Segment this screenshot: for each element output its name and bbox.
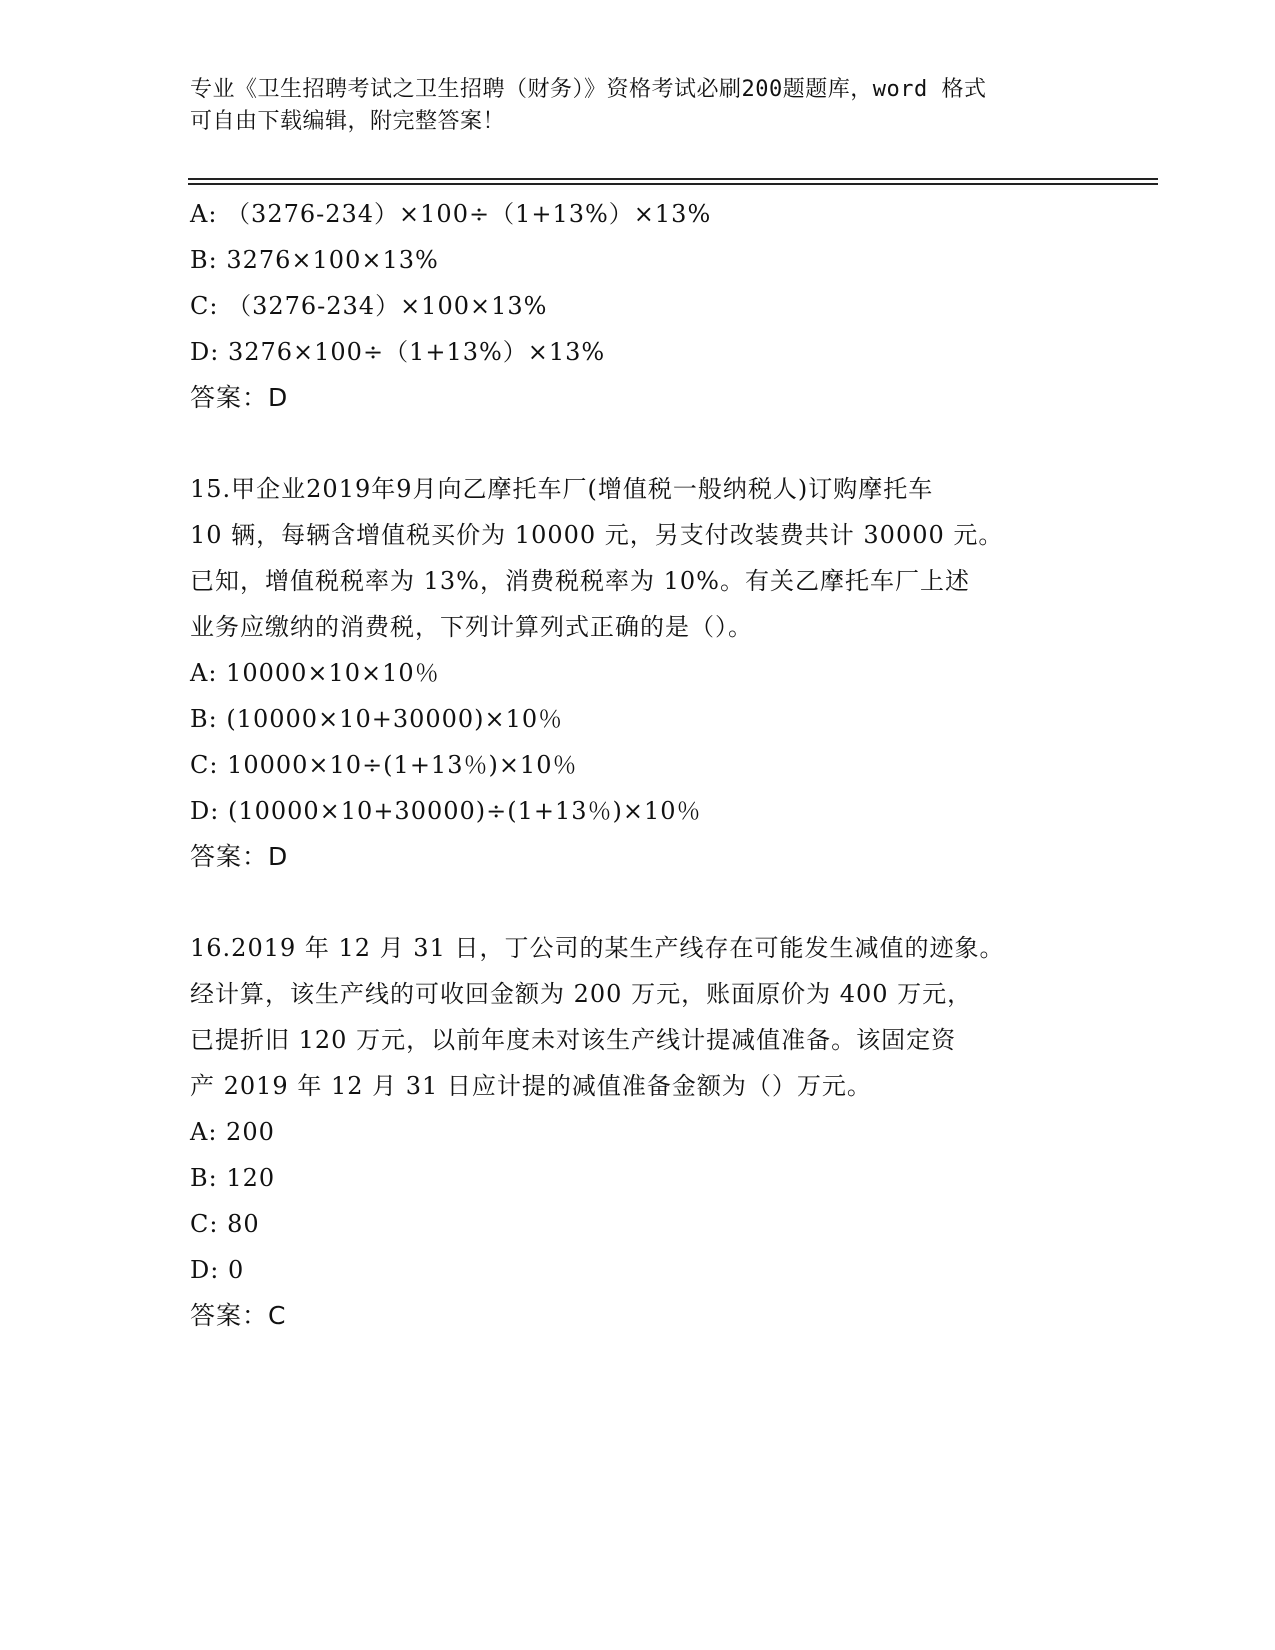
header-divider-bottom [188, 183, 1158, 185]
answer-line: 答案：C [190, 1301, 287, 1330]
question-content [190, 191, 1090, 1339]
question-stem-line: 15.甲企业2019年9月向乙摩托车厂(增值税一般纳税人)订购摩托车 [190, 475, 934, 503]
question-gap [190, 421, 1090, 466]
option-a: A: 200 [190, 1118, 275, 1146]
option-c: C: 80 [190, 1210, 260, 1238]
header-line-1: 专业《卫生招聘考试之卫生招聘（财务）》资格考试必刷200题题库，word 格式 [190, 77, 987, 102]
previous-question-continuation [190, 191, 1090, 421]
option-d: D: (10000×10+30000)÷(1+13％)×10％ [190, 797, 702, 825]
question-stem-line: 业务应缴纳的消费税，下列计算列式正确的是（）。 [190, 613, 753, 641]
document-header [190, 74, 1090, 138]
answer-line: 答案：D [190, 842, 289, 871]
question-stem-line: 10 辆，每辆含增值税买价为 10000 元，另支付改装费共计 30000 元。 [190, 521, 1004, 549]
option-b: B: (10000×10+30000)×10％ [190, 705, 564, 733]
question-gap [190, 880, 1090, 925]
option-c: C: 10000×10÷(1+13％)×10％ [190, 751, 578, 779]
question-stem-line: 已提折旧 120 万元，以前年度未对该生产线计提减值准备。该固定资 [190, 1026, 957, 1054]
question-15 [190, 466, 1090, 880]
question-stem-line: 产 2019 年 12 月 31 日应计提的减值准备金额为（）万元。 [190, 1072, 872, 1100]
question-stem-line: 经计算，该生产线的可收回金额为 200 万元，账面原价为 400 万元， [190, 980, 973, 1008]
option-a: A: 10000×10×10％ [190, 659, 440, 687]
option-c: C: （3276-234）×100×13% [190, 292, 548, 320]
header-line-2: 可自由下载编辑，附完整答案！ [190, 109, 506, 134]
option-a: A: （3276-234）×100÷（1+13%）×13% [190, 200, 712, 228]
option-d: D: 3276×100÷（1+13%）×13% [190, 338, 606, 366]
question-stem-line: 16.2019 年 12 月 31 日，丁公司的某生产线存在可能发生减值的迹象。 [190, 934, 1005, 962]
header-divider-top [188, 178, 1158, 180]
question-16 [190, 925, 1090, 1339]
answer-line: 答案：D [190, 383, 289, 412]
option-b: B: 3276×100×13% [190, 246, 439, 274]
option-d: D: 0 [190, 1256, 245, 1284]
question-stem-line: 已知，增值税税率为 13%，消费税税率为 10%。有关乙摩托车厂上述 [190, 567, 970, 595]
option-b: B: 120 [190, 1164, 276, 1192]
